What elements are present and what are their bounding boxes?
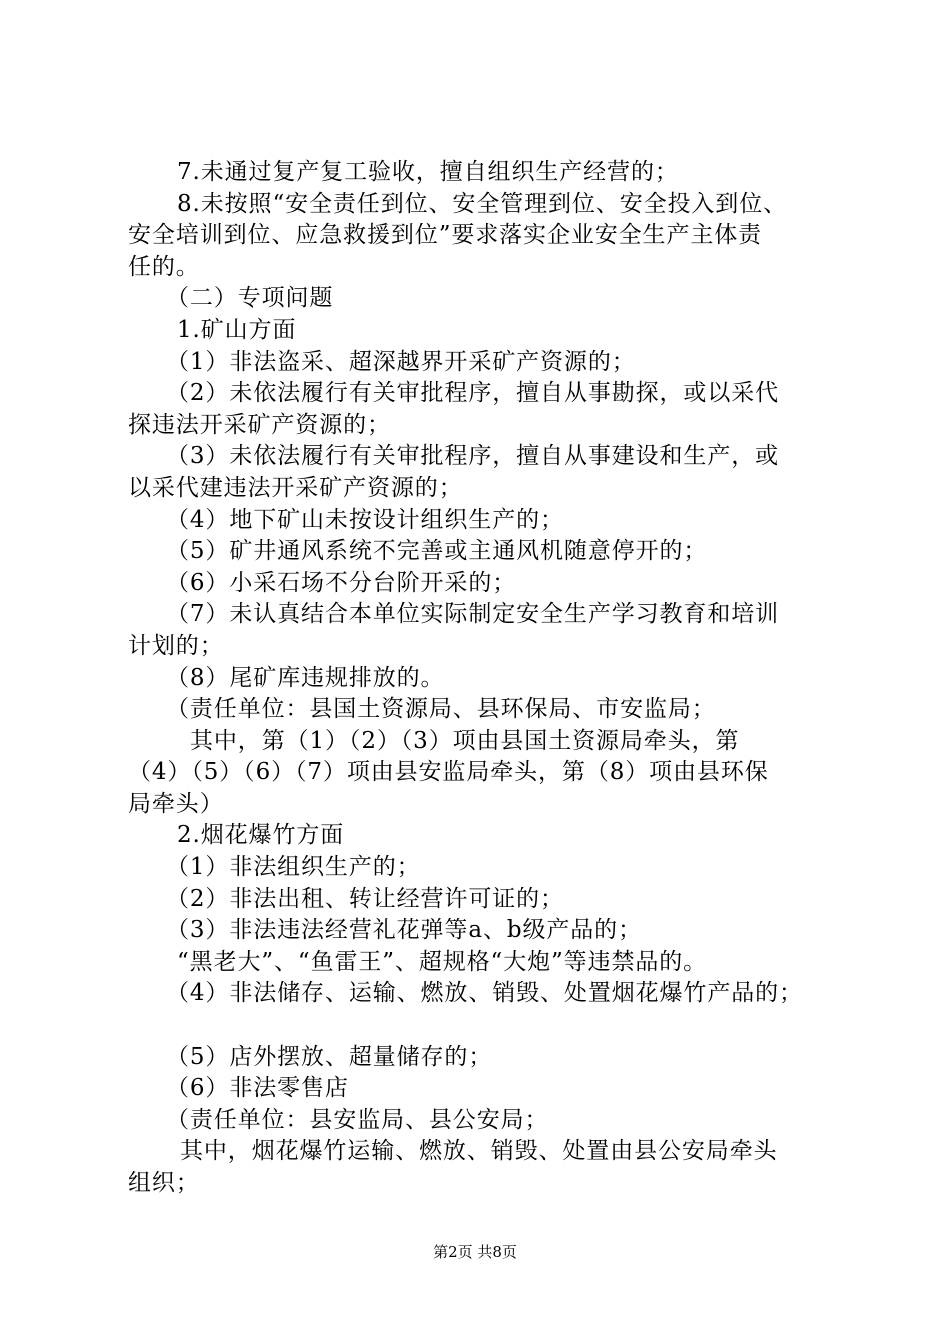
text-line: （3）未依法履行有关审批程序，擅自从事建设和生产，或 xyxy=(166,443,780,470)
text-line: （6）非法零售店 xyxy=(166,1075,349,1102)
text-line: （3）非法违法经营礼花弹等a、b级产品的； xyxy=(166,917,642,944)
document-body xyxy=(0,157,950,1200)
text-line: 计划的； xyxy=(128,632,224,659)
text-line: （7）未认真结合本单位实际制定安全生产学习教育和培训 xyxy=(166,601,780,628)
text-line: （5）矿井通风系统不完善或主通风机随意停开的； xyxy=(166,538,708,565)
text-line: （4）（5）（6）（7）项由县安监局牵头，第（8）项由县环保 xyxy=(128,759,769,786)
text-line: （5）店外摆放、超量储存的； xyxy=(166,1043,493,1070)
text-line: 任的。 xyxy=(128,253,200,280)
text-line: 8.未按照“安全责任到位、安全管理到位、安全投入到位、 xyxy=(177,190,788,217)
text-line: 探违法开采矿产资源的； xyxy=(128,411,391,438)
text-line xyxy=(0,1010,950,1042)
text-line: 7.未通过复产复工验收，擅自组织生产经营的； xyxy=(177,159,679,185)
text-line: （1）非法盗采、超深越界开采矿产资源的； xyxy=(166,348,636,375)
text-line: 1.矿山方面 xyxy=(177,316,297,343)
text-line: （6）小采石场不分台阶开采的； xyxy=(166,569,517,596)
text-line: “黑老大”、“鱼雷王”、超规格“大炮”等违禁品的。 xyxy=(177,948,708,975)
text-line: 2.烟花爆竹方面 xyxy=(177,822,345,849)
text-line: 其中，烟花爆竹运输、燃放、销毁、处置由县公安局牵头 xyxy=(180,1138,778,1165)
text-line: （责任单位：县国土资源局、县环保局、市安监局； xyxy=(166,696,716,723)
text-line: 以采代建违法开采矿产资源的； xyxy=(128,474,463,501)
text-line: （责任单位：县安监局、县公安局； xyxy=(166,1106,549,1133)
text-line: （1）非法组织生产的； xyxy=(166,854,421,881)
page-footer: 第2页 共8页 xyxy=(433,1243,517,1261)
text-line: 组织； xyxy=(128,1170,200,1196)
text-line: （二）专项问题 xyxy=(166,285,334,312)
text-line: 其中，第（1）（2）（3）项由县国土资源局牵头，第 xyxy=(190,727,740,754)
text-line: （4）非法储存、运输、燃放、销毁、处置烟花爆竹产品的； xyxy=(166,980,803,1007)
text-line: 局牵头） xyxy=(128,790,224,817)
text-line: （4）地下矿山未按设计组织生产的； xyxy=(166,506,564,533)
text-line: （2）非法出租、转让经营许可证的； xyxy=(166,885,564,912)
text-line: 安全培训到位、应急救援到位”要求落实企业安全生产主体责 xyxy=(128,222,763,249)
text-line: （2）未依法履行有关审批程序，擅自从事勘探，或以采代 xyxy=(166,380,780,407)
text-line: （8）尾矿库违规排放的。 xyxy=(166,664,445,691)
